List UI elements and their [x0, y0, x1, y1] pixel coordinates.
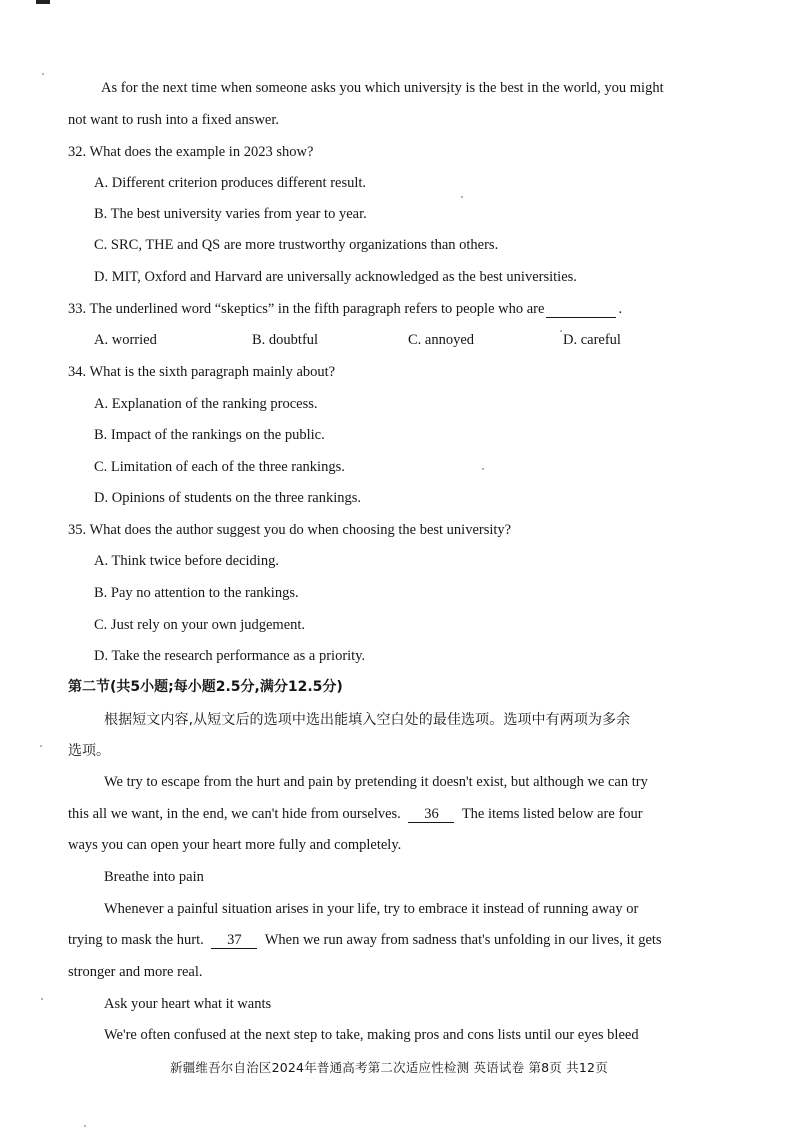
- question-32-option-b: B. The best university varies from year to year.: [94, 206, 367, 222]
- passage-subheading: Breathe into pain: [104, 869, 204, 885]
- question-32-option-d: D. MIT, Oxford and Harvard are universally acknowledged as the best universities.: [94, 269, 577, 285]
- answer-blank: [546, 303, 616, 318]
- scan-speck: [42, 73, 44, 75]
- question-32-option-c: C. SRC, THE and QS are more trustworthy organizations than others.: [94, 237, 499, 253]
- passage-text: The items listed below are four: [461, 806, 643, 822]
- question-35-option-d: D. Take the research performance as a priority.: [94, 648, 366, 664]
- scan-speck: [41, 998, 43, 1000]
- question-33-option-d: D. careful: [563, 332, 621, 348]
- passage-line-with-blank: [68, 931, 662, 949]
- scan-speck: [482, 468, 484, 470]
- question-34-option-d: D. Opinions of students on the three rankings.: [94, 490, 362, 506]
- passage-line: ways you can open your heart more fully and completely.: [68, 837, 402, 853]
- section-instructions: 选项。: [68, 743, 110, 759]
- question-32-option-a: A. Different criterion produces different result.: [94, 175, 367, 191]
- passage-line: We try to escape from the hurt and pain by pretending it doesn't exist, but although we can try: [104, 774, 648, 790]
- passage-text: this all we want, in the end, we can't hide from ourselves.: [68, 806, 401, 822]
- question-33-option-a: A. worried: [94, 332, 157, 348]
- question-33-stem-line: [68, 300, 622, 318]
- question-33-stem: 33. The underlined word “skeptics” in the fifth paragraph refers to people who are: [68, 301, 545, 317]
- question-35-option-b: B. Pay no attention to the rankings.: [94, 585, 299, 601]
- question-33-end: .: [618, 301, 623, 317]
- question-34-stem: 34. What is the sixth paragraph mainly about?: [68, 364, 336, 380]
- scan-mark: [36, 0, 50, 4]
- question-32-stem: 32. What does the example in 2023 show?: [68, 144, 314, 160]
- blank-37: 37: [211, 933, 257, 949]
- passage-line: We're often confused at the next step to take, making pros and cons lists until our eyes bleed: [104, 1027, 639, 1043]
- question-34-option-a: A. Explanation of the ranking process.: [94, 396, 318, 412]
- blank-36: 36: [408, 807, 454, 823]
- question-33-option-b: B. doubtful: [252, 332, 319, 348]
- passage-subheading: Ask your heart what it wants: [104, 996, 272, 1012]
- passage-line: stronger and more real.: [68, 964, 203, 980]
- passage-line: As for the next time when someone asks you which university is the best in the world, you might: [101, 80, 664, 96]
- question-35-option-c: C. Just rely on your own judgement.: [94, 617, 306, 633]
- question-35-stem: 35. What does the author suggest you do when choosing the best university?: [68, 522, 512, 538]
- scan-speck: [461, 196, 463, 198]
- question-35-option-a: A. Think twice before deciding.: [94, 553, 279, 569]
- passage-text: trying to mask the hurt.: [68, 932, 204, 948]
- passage-line: Whenever a painful situation arises in your life, try to embrace it instead of running away or: [104, 901, 639, 917]
- question-34-option-b: B. Impact of the rankings on the public.: [94, 427, 325, 443]
- scan-speck: [560, 330, 562, 332]
- passage-text: When we run away from sadness that's unfolding in our lives, it gets: [264, 932, 662, 948]
- question-34-option-c: C. Limitation of each of the three rankings.: [94, 459, 345, 475]
- passage-line-with-blank: [68, 805, 643, 823]
- section-heading: 第二节(共5小题;每小题2.5分,满分12.5分): [68, 679, 343, 695]
- scan-speck: [84, 1125, 86, 1127]
- scan-speck: [40, 745, 42, 747]
- question-33-option-c: C. annoyed: [408, 332, 475, 348]
- section-instructions: 根据短文内容,从短文后的选项中选出能填入空白处的最佳选项。选项中有两项为多余: [104, 712, 631, 728]
- passage-line: not want to rush into a fixed answer.: [68, 112, 280, 128]
- page-footer: 新疆维吾尔自治区2024年普通高考第二次适应性检测 英语试卷 第8页 共12页: [170, 1060, 608, 1075]
